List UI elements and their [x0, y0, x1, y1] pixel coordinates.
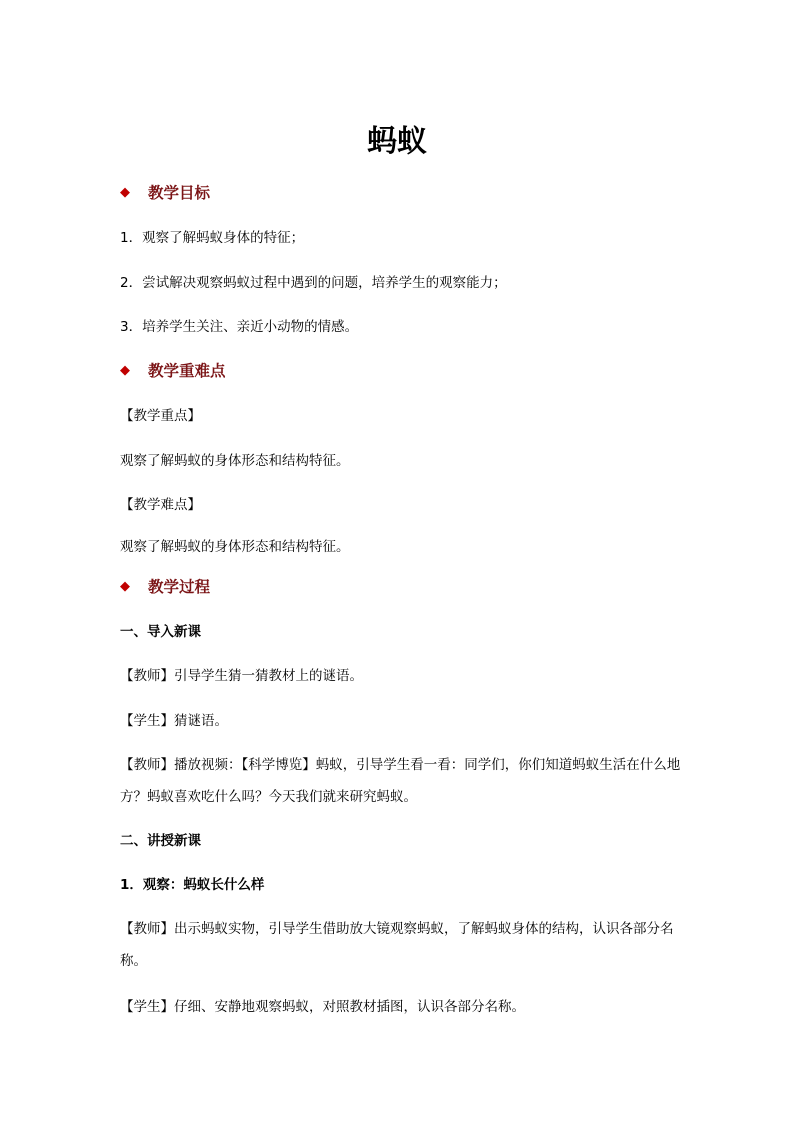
section-heading-text: 教学目标: [148, 184, 211, 202]
difficulty-text: 观察了解蚂蚁的身体形态和结构特征。: [120, 539, 350, 555]
diamond-bullet-icon: ◆: [120, 185, 130, 200]
focus-text: 观察了解蚂蚁的身体形态和结构特征。: [120, 453, 350, 469]
paragraph: 【教师】播放视频：【科学博览】蚂蚁，引导学生看一看：同学们，你们知道蚂蚁生活在什么地方？蚂蚁喜欢吃什么吗？今天我们就来研究蚂蚁。: [120, 757, 681, 805]
page-title: 蚂蚁: [367, 124, 427, 159]
paragraph: 【学生】猜谜语。: [120, 713, 228, 729]
section-heading-key-points: [120, 360, 226, 382]
difficulty-label: 【教学难点】: [120, 497, 201, 513]
focus-label: 【教学重点】: [120, 408, 201, 424]
sub-heading: 1．观察：蚂蚁长什么样: [120, 877, 265, 893]
diamond-bullet-icon: ◆: [120, 579, 130, 594]
part-heading: 二、讲授新课: [120, 833, 201, 849]
paragraph: 【学生】仔细、安静地观察蚂蚁，对照教材插图，认识各部分名称。: [120, 999, 525, 1015]
diamond-bullet-icon: ◆: [120, 363, 130, 378]
paragraph: 【教师】出示蚂蚁实物，引导学生借助放大镜观察蚂蚁，了解蚂蚁身体的结构，认识各部分名称。: [120, 921, 674, 969]
goal-item: 1．观察了解蚂蚁身体的特征；: [120, 230, 305, 246]
goal-item: 2．尝试解决观察蚂蚁过程中遇到的问题，培养学生的观察能力；: [120, 275, 507, 291]
section-heading-goals: [120, 182, 210, 204]
section-heading-process: [120, 576, 210, 598]
goal-item: 3．培养学生关注、亲近小动物的情感。: [120, 319, 359, 335]
paragraph: 【教师】引导学生猜一猜教材上的谜语。: [120, 668, 363, 684]
section-heading-text: 教学过程: [148, 578, 211, 596]
part-heading: 一、导入新课: [120, 624, 201, 640]
section-heading-text: 教学重难点: [148, 362, 226, 380]
